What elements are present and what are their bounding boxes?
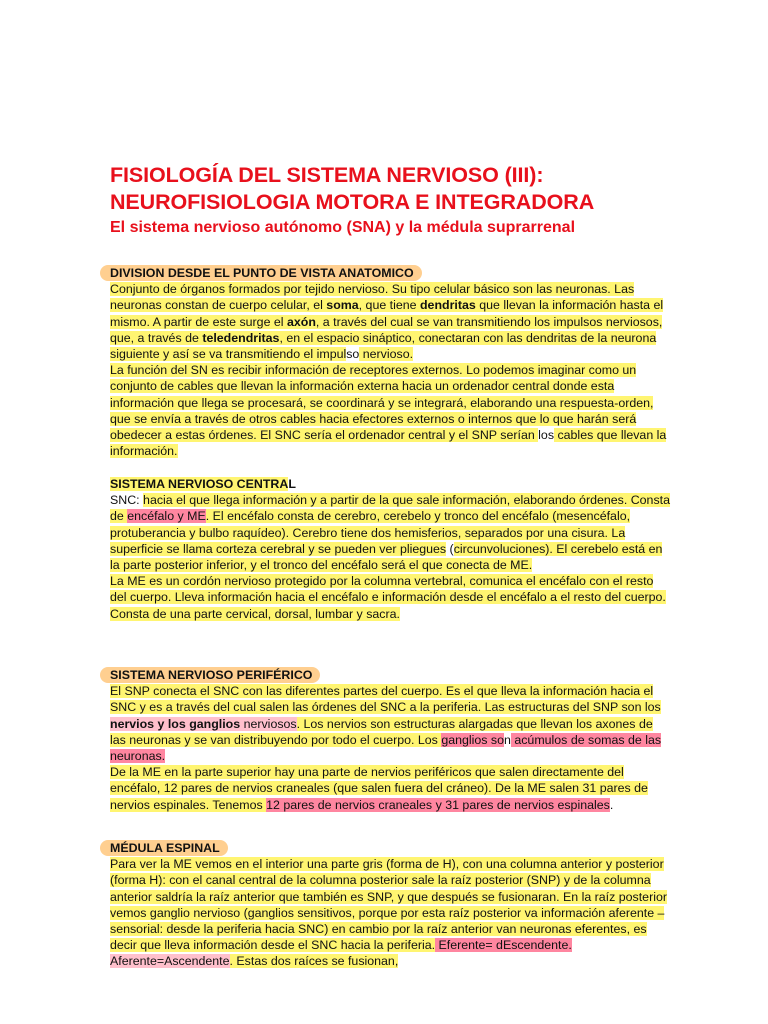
highlight-text: nervioso. xyxy=(359,347,414,362)
plain-text: los xyxy=(538,428,555,443)
paragraph-neurons xyxy=(110,281,670,362)
pink-highlight: acúmulos de somas de las neuronas. xyxy=(110,732,662,764)
term-axon: axón xyxy=(287,314,316,329)
section-anatomical-division xyxy=(110,265,670,459)
heading-text: L xyxy=(288,477,296,491)
highlight-text: El SNP conecta el SNC con las diferentes partes del cuerpo. Es el que lleva la información hacia el SNC y es a través del cual salen las órdenes del SNC a la periferia. Las estructuras del SNP son los xyxy=(110,684,661,715)
document-title xyxy=(110,162,730,216)
highlight-text: , a través del cual se van transmitiendo los impulsos nerviosos, que, a través de xyxy=(110,314,663,345)
highlight-text: en cambio por la raíz anterior van neuronas eferentes, es decir que lleva información desde el SNC hacia la periferia. xyxy=(110,922,647,953)
plain-text: so xyxy=(346,347,360,362)
paragraph-spinal-cord xyxy=(110,856,670,969)
pink-highlight: Eferente= dEscendente. xyxy=(435,938,572,953)
section-heading xyxy=(110,476,296,492)
section-central-nervous-system xyxy=(110,476,670,622)
section-heading: DIVISION DESDE EL PUNTO DE VISTA ANATOMICO xyxy=(100,265,422,281)
section-peripheral-nervous-system xyxy=(110,667,670,813)
highlight-text: circunvoluciones). El cerebelo está en la parte posterior inferior, y el tronco del encéfalo será el que conecta de ME. xyxy=(110,541,663,573)
term-soma: soma xyxy=(326,298,359,313)
pink-highlight: nerviosos xyxy=(240,716,297,731)
plain-text: . xyxy=(609,797,614,812)
heading-text: SISTEMA NERVIOSO CENTRA xyxy=(110,477,289,491)
highlight-text: , que tiene xyxy=(358,298,420,313)
highlight-text: Conjunto de órganos formados por tejido nervioso. Su tipo celular básico son las neuronas. Las neuronas constan de cuerpo celular, el xyxy=(110,282,635,313)
plain-text: ( xyxy=(446,541,454,556)
highlight-text: que llevan la información hasta el mismo. A partir de este surge el xyxy=(110,298,664,329)
highlight-text: La función del SN es recibir información de receptores externos. Lo podemos imaginar como un conjunto de cables que llevan la información externa hacia un ordenador central donde esta información que llega se procesará, se coordinará y se integrará, elaborando una respuesta-orden, que se envía a través de otros cables hacia efectores externos o internos que lo que harán será obedecer a estas órdenes. El SNC sería el ordenador central y el SNP serían xyxy=(110,363,654,443)
paragraph-function xyxy=(110,362,670,459)
paragraph-snc xyxy=(110,492,670,573)
plain-text: n xyxy=(504,732,511,747)
document-subtitle: El sistema nervioso autónomo (SNA) y la médula suprarrenal xyxy=(110,219,576,236)
highlight-text: . Estas dos raíces se fusionan, xyxy=(229,954,399,969)
highlight-text: De la ME en la parte superior hay una parte de nervios periféricos que salen directamente del encéfalo, 12 pares de nervios craneales (que salen fuera del cráneo). De la ME salen 31 pares de nervios espinales. Tenemos xyxy=(110,765,648,812)
plain-text: SNC: xyxy=(110,493,144,508)
title-line-2: NEUROFISIOLOGIA MOTORA E INTEGRADORA xyxy=(110,190,595,214)
paragraph-me xyxy=(110,573,670,622)
title-line-1: FISIOLOGÍA DEL SISTEMA NERVIOSO (III): xyxy=(110,163,544,187)
highlight-text: , en el espacio sináptico, conectaran con las dendritas de la neurona siguiente y así se va transmitiendo el impul xyxy=(110,330,657,362)
highlight-text: . Los nervios son estructuras alargadas que llevan los axones de las neuronas y se van distribuyendo por todo el cuerpo. Los xyxy=(110,716,653,747)
pink-highlight: 12 pares de nervios craneales y 31 pares de nervios espinales xyxy=(266,797,610,812)
term-teledendritas: teledendritas xyxy=(202,330,280,345)
paragraph-snp xyxy=(110,683,670,764)
term-dendritas: dendritas xyxy=(419,298,476,313)
highlight-text: cables que llevan la información. xyxy=(110,428,667,459)
section-heading: SISTEMA NERVIOSO PERIFÉRICO xyxy=(100,667,320,683)
paragraph-nerve-pairs xyxy=(110,764,670,813)
term-nervios-ganglios: nervios y los ganglios xyxy=(110,716,241,731)
highlight-text: hacia el que llega información y a partir de la que sale información, elaborando órdenes. Consta de xyxy=(110,493,670,524)
highlight-text: . El encéfalo consta de cerebro, cerebelo y tronco del encéfalo (mesencéfalo, protuberancia y bulbo raquídeo). Cerebro tiene dos hemisferios, separados por una cisura. La superficie se llama corteza cerebral y se pueden ver pliegues xyxy=(110,509,631,556)
pink-highlight: ganglios so xyxy=(441,732,504,747)
pink-highlight: Aferente=Ascendente xyxy=(110,954,230,969)
section-heading: MÉDULA ESPINAL xyxy=(100,840,228,856)
highlight-text: Para ver la ME vemos en el interior una parte gris (forma de H), con una columna anterior y posterior (forma H): con el canal central de la columna posterior sale la raíz posterior (SNP) y de la columna anterior saldría la raíz anterior que también es SNP, y que después se fusionaran. En la raíz posterior vemos ganglio nervioso (ganglios sensitivos, porque por esta raíz posterior va información aferente – sensorial: desde la periferia hacia SNC) xyxy=(110,857,667,937)
highlight-text: La ME es un cordón nervioso protegido por la columna vertebral, comunica el encéfalo con el resto del cuerpo. Lleva información hacia el encéfalo e información desde el encéfalo a el resto del cuerpo. Consta de una parte cervical, dorsal, lumbar y sacra. xyxy=(110,574,666,621)
document-header xyxy=(110,162,730,238)
pink-highlight: encéfalo y ME xyxy=(127,509,206,524)
section-spinal-cord xyxy=(110,840,670,970)
